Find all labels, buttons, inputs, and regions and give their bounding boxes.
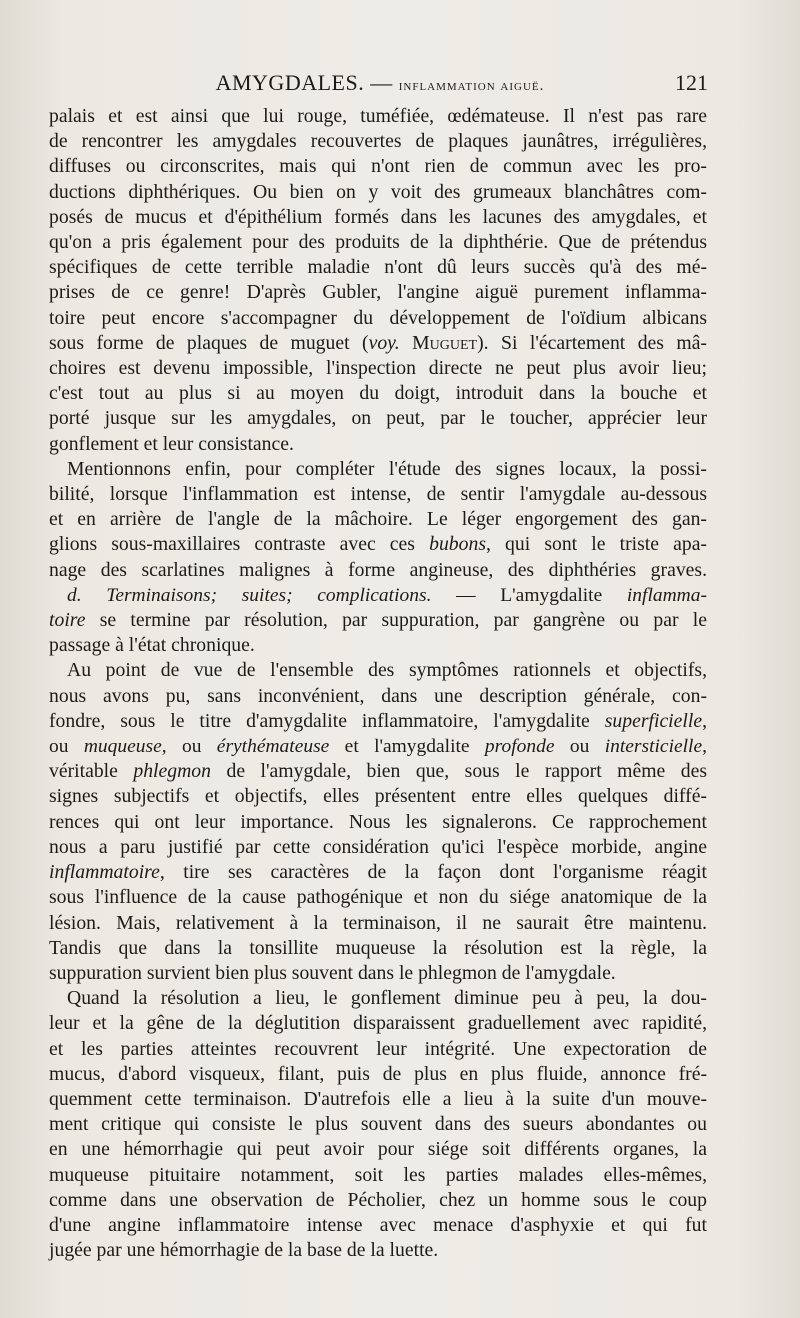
text-line: lésion. Mais, relativement à la terminaison, il ne saurait être maintenu. — [49, 911, 707, 934]
text-line: et en arrière de l'angle de la mâchoire. Le léger engorgement des gan- — [49, 508, 707, 531]
text-line: Quand la résolution a lieu, le gonflement diminue peu à peu, la dou- — [67, 987, 707, 1010]
text-line: diffuses ou circonscrites, mais qui n'ont rien de commun avec les pro- — [49, 155, 707, 178]
running-title — [52, 70, 708, 96]
text-line: porté jusque sur les amygdales, on peut, par le toucher, apprécier leur — [49, 407, 707, 430]
text-line: qu'on a pris également pour des produits de la diphthérie. Que de prétendus — [49, 231, 707, 254]
text-line: toire peut encore s'accompagner du développement de l'oïdium albicans — [49, 306, 707, 329]
text-line: prises de ce genre! D'après Gubler, l'angine aiguë purement inflamma- — [49, 281, 707, 304]
text-line: palais et est ainsi que lui rouge, tuméfiée, œdémateuse. Il n'est pas rare — [49, 105, 707, 127]
text-line: comme dans une observation de Pécholier, chez un homme sous le coup — [49, 1188, 707, 1211]
text-line: nous a paru justifié par cette considération qu'ici l'espèce morbide, angine — [49, 835, 707, 858]
text-line: suppuration survient bien plus souvent dans le phlegmon de l'amygdale. — [49, 961, 616, 984]
text-line: fondre, sous le titre d'amygdalite inflammatoire, l'amygdalite superficielle, — [49, 709, 707, 732]
text-line: Tandis que dans la tonsillite muqueuse la résolution est la règle, la — [49, 936, 707, 959]
text-line: sous l'influence de la cause pathogénique et non du siége anatomique de la — [49, 886, 707, 909]
text-line: véritable phlegmon de l'amygdale, bien que, sous le rapport même des — [49, 760, 707, 783]
text-line: d. Terminaisons; suites; complications. — L'amygdalite inflamma- — [67, 584, 707, 606]
text-line: et les parties atteintes recouvrent leur intégrité. Une expectoration de — [49, 1037, 707, 1060]
text-line: passage à l'état chronique. — [49, 634, 255, 657]
text-line: leur et la gêne de la déglutition disparaissent graduellement avec rapidité, — [49, 1012, 707, 1035]
text-line: de rencontrer les amygdales recouvertes de plaques jaunâtres, irrégulières, — [49, 130, 707, 153]
header-dash: — — [364, 70, 399, 95]
text-line: d'une angine inflammatoire intense avec menace d'asphyxie et qui fut — [49, 1213, 707, 1236]
text-line: jugée par une hémorrhagie de la base de la luette. — [49, 1239, 439, 1262]
text-line: inflammatoire, tire ses caractères de la façon dont l'organisme réagit — [49, 861, 707, 884]
text-line: Mentionnons enfin, pour compléter l'étude des signes locaux, la possi- — [67, 457, 707, 480]
text-line: nous avons pu, sans inconvénient, dans une description générale, con- — [49, 684, 707, 707]
header-title: AMYGDALES. — [215, 70, 365, 95]
page-number: 121 — [675, 70, 708, 95]
text-line: Au point de vue de l'ensemble des symptômes rationnels et objectifs, — [67, 659, 707, 682]
text-line: gonflement et leur consistance. — [49, 432, 294, 455]
body-text — [49, 104, 707, 1263]
text-line: rences qui ont leur importance. Nous les signalerons. Ce rapprochement — [49, 810, 707, 833]
text-line: quemment cette terminaison. D'autrefois elle a lieu à la suite d'un mouve- — [49, 1087, 707, 1110]
text-line: c'est tout au plus si au moyen du doigt, introduit dans la bouche et — [49, 382, 707, 405]
text-line: signes subjectifs et objectifs, elles présentent entre elles quelques diffé- — [49, 785, 707, 808]
text-line: mucus, d'abord visqueux, filant, puis de plus en plus fluide, annonce fré- — [49, 1062, 707, 1085]
text-line: toire se termine par résolution, par suppuration, par gangrène ou par le — [49, 609, 707, 632]
text-line: spécifiques de cette terrible maladie n'ont dû leurs succès qu'à des mé- — [49, 256, 707, 279]
text-line: posés de mucus et d'épithélium formés dans les lacunes des amygdales, et — [49, 205, 707, 228]
text-line: en une hémorrhagie qui peut avoir pour siége soit différents organes, la — [49, 1138, 707, 1161]
text-line: ou muqueuse, ou érythémateuse et l'amygdalite profonde ou intersticielle, — [49, 736, 707, 758]
text-line: sous forme de plaques de muguet (voy. Muguet). Si l'écartement des mâ- — [49, 331, 707, 354]
text-line: muqueuse pituitaire notamment, soit les parties malades elles-mêmes, — [49, 1163, 707, 1186]
running-header — [52, 70, 708, 100]
text-line: glions sous-maxillaires contraste avec ces bubons, qui sont le triste apa- — [49, 533, 707, 556]
header-subtitle: inflammation aiguë. — [398, 78, 545, 94]
text-line: ductions diphthériques. Ou bien on y voit des grumeaux blanchâtres com- — [49, 180, 707, 203]
text-line: nage des scarlatines malignes à forme angineuse, des diphthéries graves. — [49, 558, 707, 581]
text-line: choires est devenu impossible, l'inspection directe ne peut plus avoir lieu; — [49, 357, 707, 380]
text-line: ment critique qui consiste le plus souvent dans des sueurs abondantes ou — [49, 1113, 707, 1136]
text-line: bilité, lorsque l'inflammation est intense, de sentir l'amygdale au-dessous — [49, 483, 707, 506]
